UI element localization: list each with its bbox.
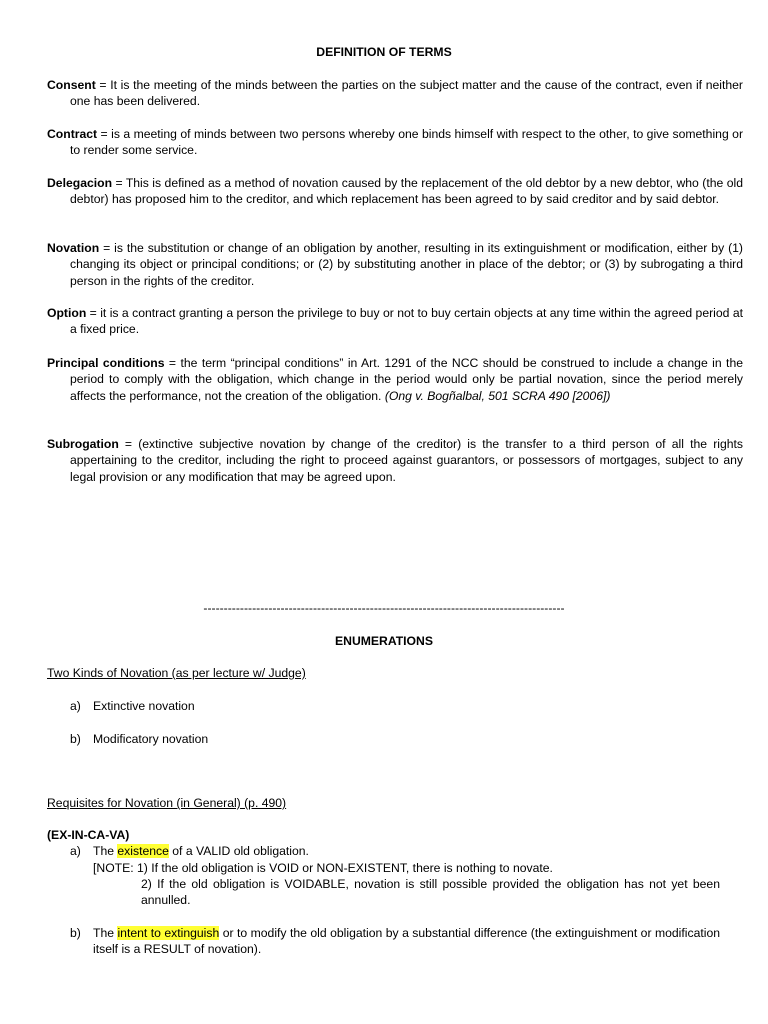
subheading-requisites: Requisites for Novation (in General) (p. 490) [47, 796, 287, 810]
subheading-two-kinds-of-novation: Two Kinds of Novation (as per lecture w/ Judge) [47, 666, 306, 680]
section-divider: ----------------------------------------------------------------------------------------- [203, 601, 565, 615]
case-citation: (Ong v. Bogñalbal, 501 SCRA 490 [2006]) [384, 388, 611, 403]
text-pre: The [93, 926, 118, 940]
definition-delegacion [47, 175, 743, 208]
list-marker: b) [70, 732, 81, 746]
definition-contract [47, 126, 743, 159]
heading-definition-of-terms: DEFINITION OF TERMS [316, 45, 452, 59]
list-item-text [93, 925, 720, 958]
note-line-1: [NOTE: 1) If the old obligation is VOID or NON-EXISTENT, there is nothing to novate. [93, 861, 553, 875]
definition-novation [47, 240, 743, 289]
list-marker: b) [70, 926, 81, 940]
heading-enumerations: ENUMERATIONS [335, 634, 433, 648]
list-item-text: Modificatory novation [93, 732, 209, 746]
highlighted-text: intent to extinguish [117, 926, 220, 940]
note-line-2: 2) If the old obligation is VOIDABLE, novation is still possible provided the obligation has not yet been annulled. [141, 877, 720, 908]
definition-subrogation [47, 436, 743, 485]
term-label: Delegacion [47, 176, 113, 190]
definition-option [47, 305, 743, 338]
highlighted-text: existence [117, 844, 169, 858]
term-label: Option [47, 306, 87, 320]
term-label: Contract [47, 127, 98, 141]
list-item-text: Extinctive novation [93, 699, 195, 713]
mnemonic: (EX-IN-CA-VA) [47, 828, 130, 842]
list-marker: a) [70, 844, 81, 858]
text-post: or to modify the old obligation by a substantial difference (the extinguishment or modification itself is a RESULT of novation). [93, 926, 721, 957]
definition-text: = it is a contract granting a person the privilege to buy or not to buy certain objects at any time within the agreed period at a fixed price. [70, 306, 743, 337]
definition-text: = This is defined as a method of novation caused by the replacement of the old debtor by a new debtor, who (the old debtor) has proposed him to the creditor, and which replacement has been agreed to by said creditor and by said debtor. [70, 176, 743, 207]
definition-text: = (extinctive subjective novation by change of the creditor) is the transfer to a third person of all the rights appertaining to the creditor, including the right to proceed against guarantors, or possessors of mortgages, subject to any legal provision or any modification that may be agreed upon. [70, 437, 743, 484]
definition-consent [47, 77, 743, 110]
text-pre: The [93, 844, 118, 858]
text-post: of a VALID old obligation. [168, 844, 309, 858]
list-marker: a) [70, 699, 81, 713]
term-label: Novation [47, 241, 100, 255]
term-label: Principal conditions [47, 356, 165, 370]
definition-text: = is a meeting of minds between two persons whereby one binds himself with respect to the other, to give something or to render some service. [70, 127, 743, 158]
term-label: Consent [47, 78, 96, 92]
term-label: Subrogation [47, 437, 119, 451]
definition-text: = It is the meeting of the minds between the parties on the subject matter and the cause of the contract, even if neither one has been delivered. [70, 78, 743, 109]
definition-text: = the term “principal conditions” in Art. 1291 of the NCC should be construed to include a change in the period to comply with the obligation, which change in the period would only be partial novation, since the period merely affects the performance, not the creation of the obligation. [70, 356, 744, 403]
definition-text: = is the substitution or change of an obligation by another, resulting in its extinguishment or modification, either by (1) changing its object or principal conditions; or (2) by substituting another in place of the debtor; or (3) by subrogating a third person in the rights of the creditor. [70, 241, 743, 288]
list-item-text [93, 843, 720, 859]
definition-principal-conditions [47, 355, 743, 404]
